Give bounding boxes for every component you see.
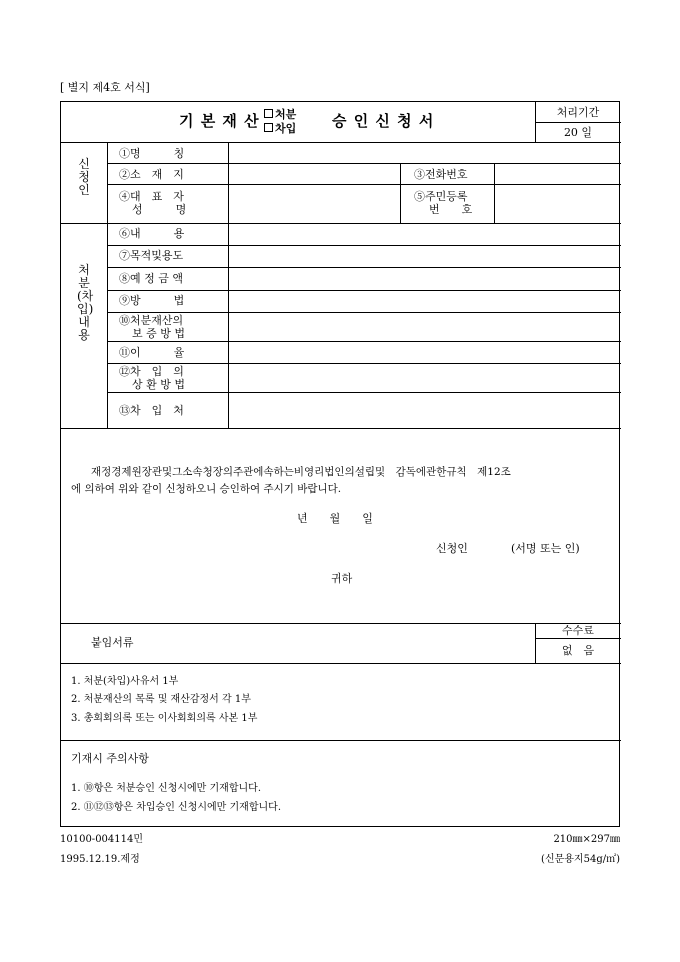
notes-label: 기재시 주의사항	[71, 752, 149, 765]
attachment-item: 1. 처분(차입)사유서 1부	[71, 676, 179, 687]
attachment-item: 2. 처분재산의 목록 및 재산감정서 각 1부	[71, 694, 251, 705]
option-borrow[interactable]	[264, 123, 296, 134]
title-right: 승 인 신 청 서	[332, 112, 435, 130]
field-rep-label: ④대 표 자	[119, 190, 184, 203]
location-input[interactable]	[229, 164, 400, 184]
note-item: 1. ⑩항은 처분승인 신청시에만 기재합니다.	[71, 783, 261, 794]
applicant-sign-label: 신청인	[436, 542, 468, 555]
application-form	[60, 101, 620, 827]
field-rate-label: ⑪이 율	[119, 346, 185, 359]
divider	[61, 663, 621, 664]
addressee-label: 귀하	[331, 572, 353, 585]
field-name-label: ①명 칭	[119, 147, 185, 160]
field-amount-label: ⑧예 정 금 액	[119, 272, 183, 285]
enact-date: 1995.12.19.제정	[60, 854, 140, 865]
divider	[61, 428, 621, 429]
disposal-group-label: 처분(차입)내용	[77, 263, 94, 342]
paper-type: (신문용지54g/㎡)	[541, 854, 620, 865]
regnum-input[interactable]	[495, 185, 621, 223]
form-code: 10100-004114민	[60, 834, 144, 845]
field-guarantee-label: ⑩처분재산의	[119, 314, 184, 327]
option-disposal[interactable]	[264, 109, 296, 120]
form-label: [ 별지 제4호 서식]	[60, 81, 150, 94]
option-borrow-label: 차입	[275, 122, 297, 135]
field-regnum-label-2: 번 호	[429, 203, 473, 216]
content-input[interactable]	[229, 224, 621, 245]
field-phone-label: ③전화번호	[414, 168, 468, 181]
field-regnum-label: ⑤주민등록	[414, 190, 468, 203]
rate-input[interactable]	[229, 342, 621, 363]
checkbox-icon[interactable]	[264, 109, 273, 118]
applicant-group-label: 신청인	[78, 157, 90, 197]
statement-line-2: 에 의하여 위와 같이 신청하오니 승인하여 주시기 바랍니다.	[71, 483, 342, 495]
field-location-label: ②소 재 지	[119, 168, 184, 181]
field-lender-label: ⑬차 입 처	[119, 404, 184, 417]
purpose-input[interactable]	[229, 246, 621, 267]
divider	[400, 163, 401, 223]
processing-value: 20 일	[563, 126, 593, 139]
name-input[interactable]	[229, 143, 621, 163]
attachment-item: 3. 총회회의록 또는 이사회회의록 사본 1부	[71, 713, 258, 724]
field-guarantee-label-2: 보 증 방 법	[132, 327, 185, 340]
divider	[535, 122, 621, 123]
fee-label: 수수료	[562, 624, 594, 637]
paper-size: 210㎜×297㎜	[553, 834, 620, 845]
attachments-label: 붙임서류	[91, 636, 134, 649]
repay-input[interactable]	[229, 364, 621, 392]
rep-name-input[interactable]	[229, 185, 400, 223]
field-method-label: ⑨방 법	[119, 294, 185, 307]
processing-label: 처리기간	[556, 106, 600, 119]
statement-line-1: 재정경제원장관및그소속청장의주관에속하는비영리법인의설립및 감독에관한규칙 제12조	[91, 466, 511, 478]
divider	[535, 638, 621, 639]
option-disposal-label: 처분	[275, 108, 297, 121]
fee-value: 없 음	[561, 644, 595, 657]
date-line: 년 월 일	[297, 512, 373, 525]
field-purpose-label: ⑦목적및용도	[119, 249, 184, 262]
divider	[107, 142, 108, 428]
field-repay-label-2: 상 환 방 법	[132, 378, 185, 391]
note-item: 2. ⑪⑫⑬항은 차입승인 신청시에만 기재합니다.	[71, 802, 281, 813]
lender-input[interactable]	[229, 393, 621, 428]
amount-input[interactable]	[229, 268, 621, 290]
title-left: 기 본 재 산	[179, 112, 260, 130]
field-rep-label-2: 성 명	[132, 203, 187, 216]
phone-input[interactable]	[495, 164, 621, 184]
method-input[interactable]	[229, 291, 621, 312]
field-content-label: ⑥내 용	[119, 227, 185, 240]
field-repay-label: ⑫차 입 의	[119, 365, 184, 378]
checkbox-icon[interactable]	[264, 123, 273, 132]
divider	[61, 740, 621, 741]
guarantee-input[interactable]	[229, 313, 621, 341]
signature-label: (서명 또는 인)	[511, 542, 580, 555]
